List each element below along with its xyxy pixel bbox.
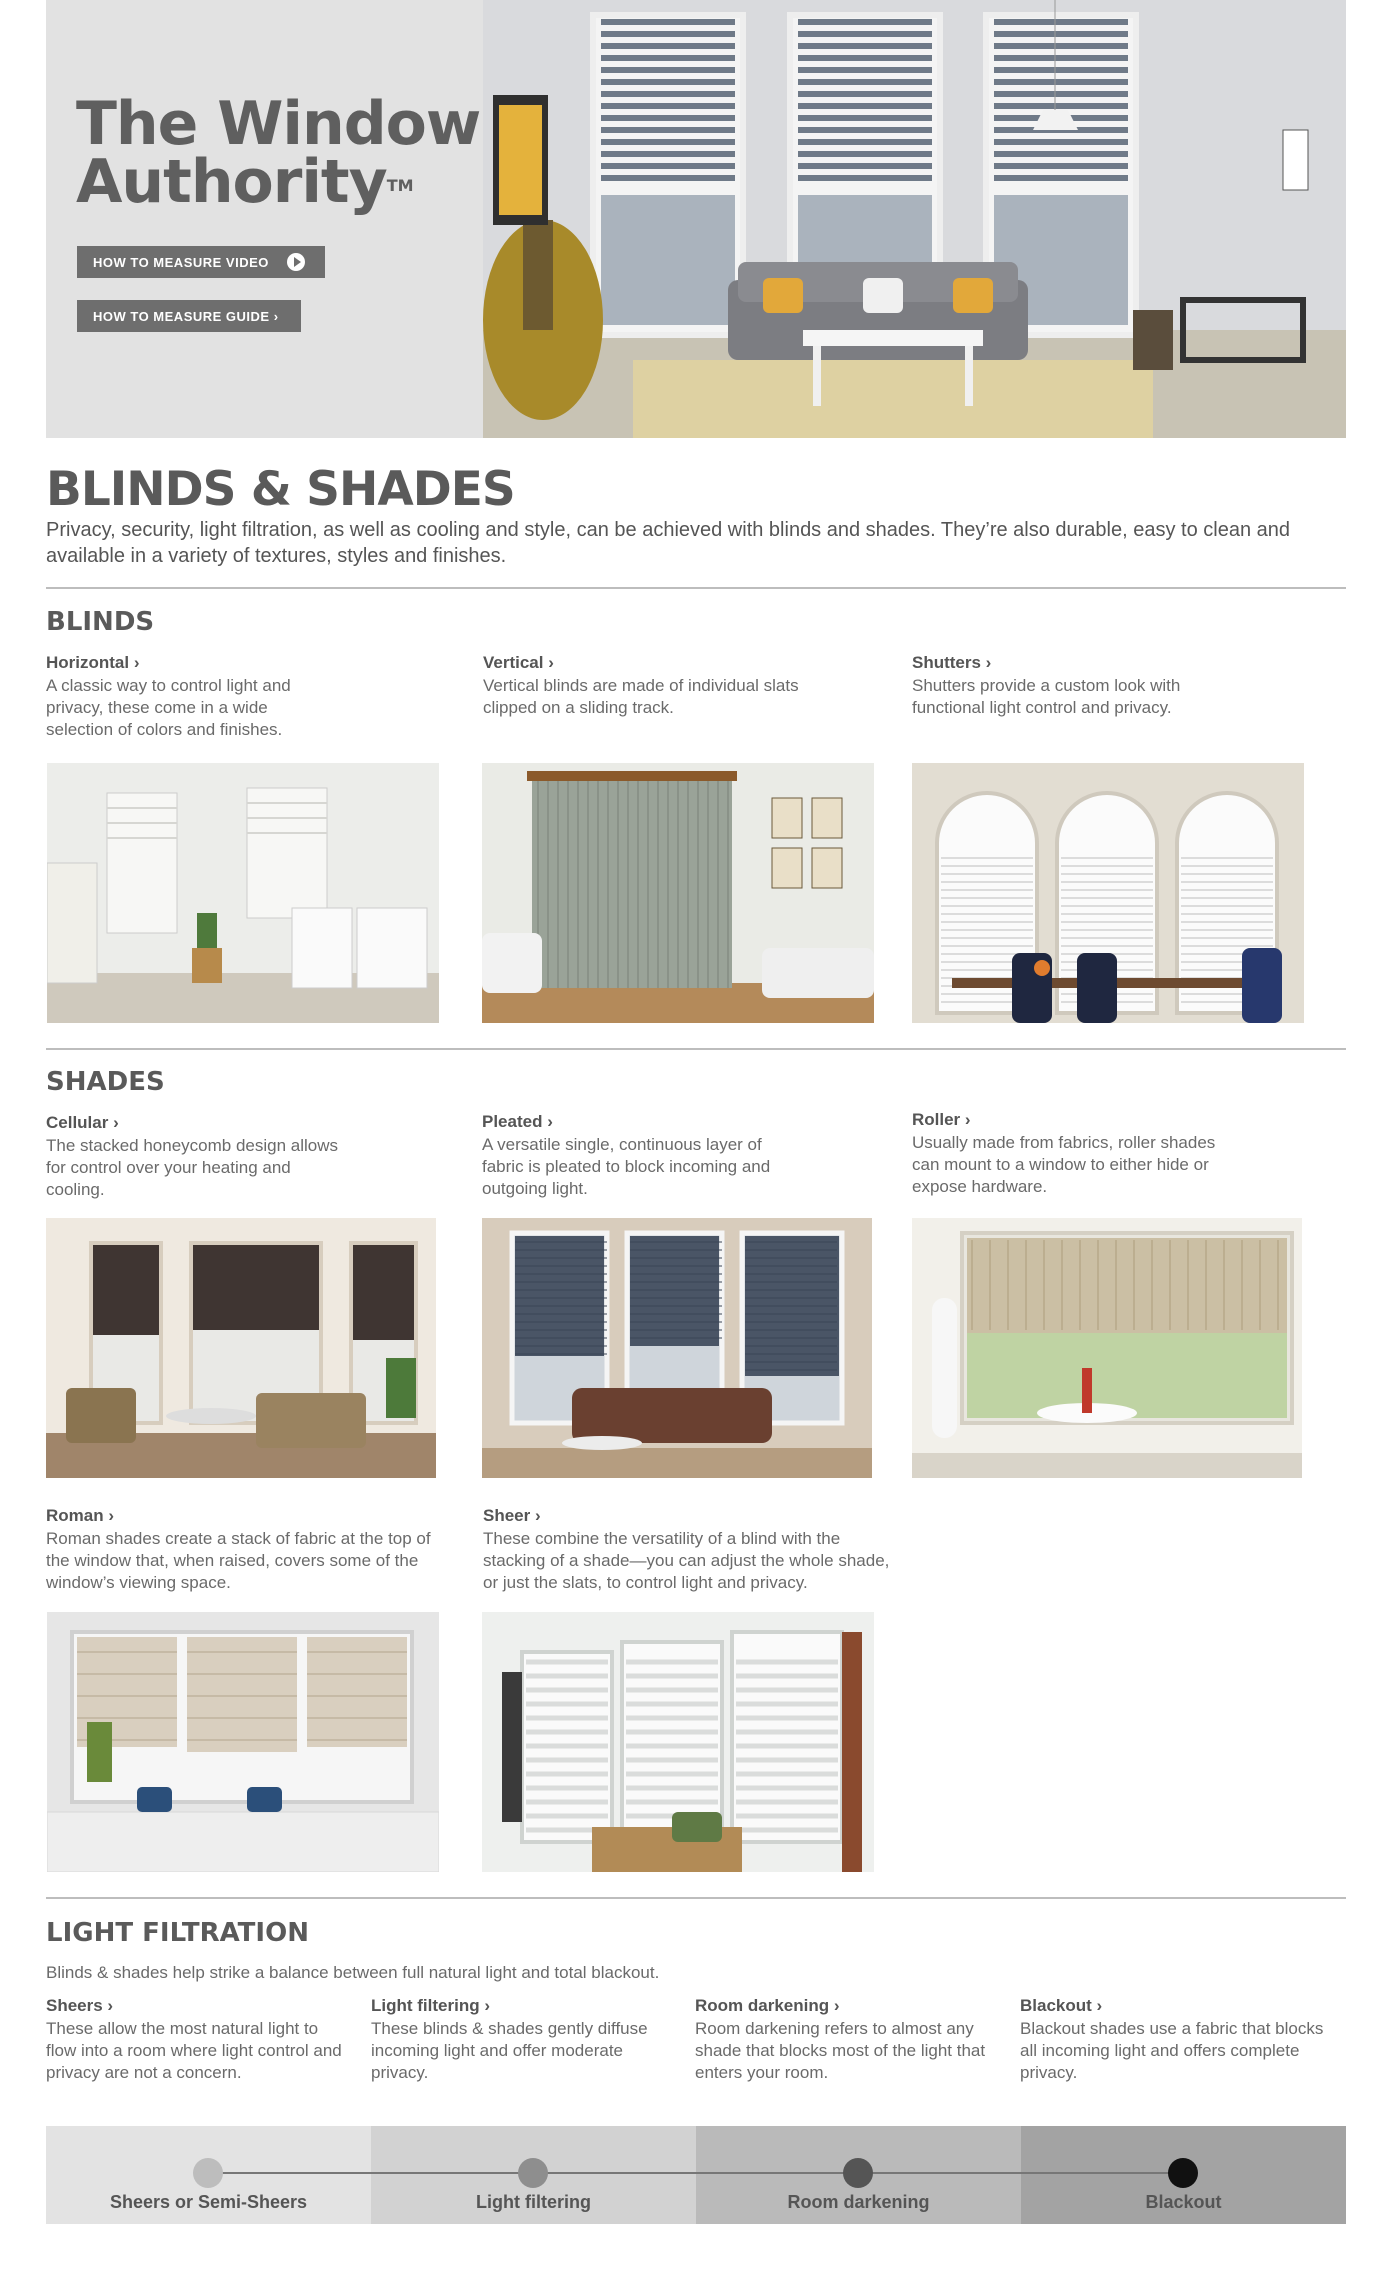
hero-living-room-image [483, 0, 1346, 438]
cellular-shades-image[interactable] [46, 1218, 436, 1478]
scale-label: Sheers or Semi-Sheers [109, 2192, 308, 2212]
shutters-link[interactable]: Shutters › [912, 653, 992, 672]
page-title: BLINDS & SHADES [46, 462, 515, 517]
trademark: TM [386, 176, 414, 195]
sheer-link[interactable]: Sheer › [483, 1506, 541, 1525]
sheer-desc: These combine the versatility of a blind with the stacking of a shade—you can adjust the whole shade, or just the slats, to control light and privacy. [483, 1529, 890, 1592]
vertical-blinds-image[interactable] [482, 763, 874, 1023]
divider [46, 1897, 1346, 1899]
brand-line-2: Authority [76, 147, 387, 217]
horizontal-desc: A classic way to control light and privacy, these come in a wide selection of colors and finishes. [46, 676, 291, 739]
roller-link[interactable]: Roller › [912, 1110, 971, 1129]
hero-illustration [483, 0, 1346, 438]
room-darkening-link[interactable]: Room darkening › [695, 1996, 840, 2015]
brand-title [76, 89, 481, 217]
light-filtration-intro: Blinds & shades help strike a balance between full natural light and total blackout. [46, 1963, 660, 1982]
horizontal-blinds-image[interactable] [47, 763, 439, 1023]
light-filtering-desc: These blinds & shades gently diffuse incoming light and offer moderate privacy. [371, 2019, 648, 2082]
blinds-heading: BLINDS [46, 607, 155, 637]
cellular-desc: The stacked honeycomb design allows for control over your heating and cooling. [46, 1136, 338, 1199]
shutters-desc: Shutters provide a custom look with functional light control and privacy. [912, 676, 1181, 717]
light-filtering-link[interactable]: Light filtering › [371, 1996, 490, 2015]
scale-dot [843, 2158, 873, 2188]
scale-dot [1168, 2158, 1198, 2188]
how-to-measure-video-button[interactable] [77, 246, 325, 278]
guide-button-label: HOW TO MEASURE GUIDE › [93, 308, 279, 324]
intro-text: Privacy, security, light filtration, as well as cooling and style, can be achieved with blinds and shades. They’re also durable, easy to clean and available in a variety of textures, styles and finishes. [46, 519, 1291, 567]
brand-line-1: The Window [76, 89, 481, 159]
roller-desc: Usually made from fabrics, roller shades can mount to a window to either hide or expose hardware. [912, 1133, 1216, 1196]
roman-shades-image[interactable] [47, 1612, 439, 1872]
horizontal-link[interactable]: Horizontal › [46, 653, 140, 672]
divider [46, 1048, 1346, 1050]
room-darkening-desc: Room darkening refers to almost any shade that blocks most of the light that enters your room. [695, 2019, 986, 2082]
vertical-desc: Vertical blinds are made of individual slats clipped on a sliding track. [483, 676, 799, 717]
scale-label: Room darkening [787, 2192, 930, 2212]
blackout-desc: Blackout shades use a fabric that blocks all incoming light and offers complete privacy. [1020, 2019, 1324, 2082]
sheers-link[interactable]: Sheers › [46, 1996, 114, 2015]
sheers-desc: These allow the most natural light to flow into a room where light control and privacy are not a concern. [46, 2019, 342, 2082]
video-button-label: HOW TO MEASURE VIDEO [93, 254, 269, 270]
scale-label: Blackout [1145, 2192, 1222, 2212]
how-to-measure-guide-button[interactable] [77, 300, 301, 332]
scale-dot [193, 2158, 223, 2188]
roller-shades-image[interactable] [912, 1218, 1302, 1478]
light-filtration-scale [46, 2126, 1346, 2224]
pleated-link[interactable]: Pleated › [482, 1112, 553, 1131]
cellular-link[interactable]: Cellular › [46, 1113, 119, 1132]
sheer-shades-image[interactable] [482, 1612, 874, 1872]
pleated-desc: A versatile single, continuous layer of fabric is pleated to block incoming and outgoing light. [482, 1135, 771, 1198]
scale-line [208, 2172, 1184, 2174]
shutters-image[interactable] [912, 763, 1304, 1023]
roman-link[interactable]: Roman › [46, 1506, 114, 1525]
roman-desc: Roman shades create a stack of fabric at the top of the window that, when raised, covers some of the window’s viewing space. [46, 1529, 431, 1592]
scale-label: Light filtering [476, 2192, 591, 2212]
hero-brand-panel [46, 0, 483, 438]
play-icon [287, 253, 305, 271]
vertical-link[interactable]: Vertical › [483, 653, 554, 672]
hero-banner [46, 0, 1346, 438]
shades-heading: SHADES [46, 1067, 165, 1097]
divider [46, 587, 1346, 589]
scale-dot [518, 2158, 548, 2188]
light-filtration-heading: LIGHT FILTRATION [46, 1918, 309, 1948]
blackout-link[interactable]: Blackout › [1020, 1996, 1103, 2015]
pleated-shades-image[interactable] [482, 1218, 872, 1478]
